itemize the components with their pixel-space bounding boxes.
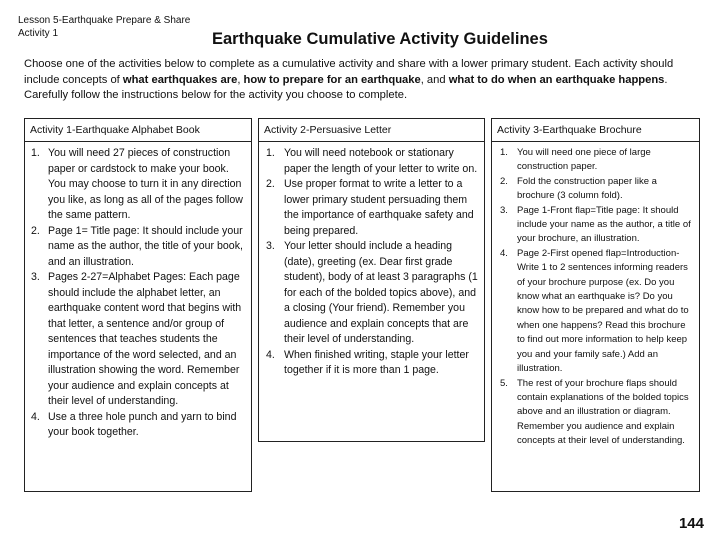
step-number: 2. bbox=[266, 178, 275, 190]
step-number: 4. bbox=[500, 247, 508, 259]
list-item bbox=[266, 177, 480, 239]
step-number: 3. bbox=[31, 271, 40, 283]
intro-text-4: . Carefully follow the instructions below for the activity you choose to complete. bbox=[24, 73, 668, 101]
step-number: 4. bbox=[31, 410, 40, 423]
step-number: 2. bbox=[31, 224, 40, 237]
step-number: 4. bbox=[266, 348, 275, 361]
activity-2-box bbox=[258, 118, 485, 442]
intro-text-1: Choose one of the activities below to complete as a cumulative activity and share with a lower primary student. Each activity should include concepts of bbox=[24, 58, 674, 86]
step-text: Page 1-Front flap=Title page: It should include your name as the author, a title of your brochure, an illustration. bbox=[517, 204, 691, 245]
intro-text-3: , and bbox=[420, 73, 449, 86]
step-text: Page 1= Title page: It should include your name as the author, the title of your book, and an illustration. bbox=[48, 224, 243, 268]
activity-2-steps bbox=[266, 146, 480, 379]
step-number: 1. bbox=[500, 147, 508, 158]
step-number: 5. bbox=[500, 377, 508, 389]
step-text: The rest of your brochure flaps should contain explanations of the bolded topics above and an illustration or diagram. Remember you audience and explain concepts at their level of understanding. bbox=[517, 377, 689, 447]
activity-3-steps bbox=[500, 146, 695, 449]
step-text: When finished writing, staple your letter together if it is more than 1 page. bbox=[284, 348, 469, 376]
step-number: 3. bbox=[266, 240, 275, 252]
lesson-line-1: Lesson 5-Earthquake Prepare & Share bbox=[18, 15, 191, 26]
intro-topic-what-to-do: what to do when an earthquake happens bbox=[448, 73, 665, 86]
list-item bbox=[266, 239, 480, 348]
step-text: Use a three hole punch and yarn to bind your book together. bbox=[48, 410, 237, 438]
step-number: 2. bbox=[500, 175, 508, 187]
step-text: Fold the construction paper like a brochure (3 column fold). bbox=[517, 175, 657, 202]
lesson-label bbox=[18, 14, 190, 40]
intro-topic-how-to-prepare: how to prepare for an earthquake bbox=[243, 73, 421, 86]
activity-2-title: Activity 2-Persuasive Letter bbox=[259, 119, 484, 142]
activity-3-box bbox=[491, 118, 700, 492]
list-item bbox=[500, 146, 695, 175]
activity-1-steps bbox=[31, 146, 247, 441]
list-item bbox=[31, 270, 247, 410]
list-item bbox=[31, 410, 247, 441]
list-item bbox=[500, 204, 695, 247]
step-text: Page 2-First opened flap=Introduction-Write 1 to 2 sentences informing readers of your brochure purpose (ex. Do you know what an earthquake is? Do you know how to be prepared and what do to when one happens? Read this brochure to find out more information to help keep you and your family safe.) Add an illustration. bbox=[517, 247, 689, 375]
step-number: 1. bbox=[266, 147, 275, 159]
step-text: You will need notebook or stationary paper the length of your letter to write on. bbox=[284, 147, 478, 175]
list-item bbox=[500, 377, 695, 449]
lesson-line-2: Activity 1 bbox=[18, 28, 59, 39]
step-text: Pages 2-27=Alphabet Pages: Each page should include the alphabet letter, an earthquake content word that begins with that letter, a sentence and/or group of sentences that teaches students the importance of the word selected, and an illustration showing the word. Remember your audience and explain concepts at their level of understanding. bbox=[48, 271, 242, 407]
intro-topic-what-earthquakes-are: what earthquakes are bbox=[122, 73, 238, 86]
list-item bbox=[500, 175, 695, 204]
step-text: Use proper format to write a letter to a lower primary student persuading them the importance of earthquake safety and being prepared. bbox=[284, 178, 474, 237]
list-item bbox=[500, 247, 695, 377]
step-number: 3. bbox=[500, 204, 508, 216]
activity-1-title: Activity 1-Earthquake Alphabet Book bbox=[25, 119, 251, 142]
activity-3-title: Activity 3-Earthquake Brochure bbox=[492, 119, 699, 142]
list-item bbox=[266, 146, 480, 177]
step-text: You will need 27 pieces of construction paper or cardstock to make your book. You may choose to turn it in any direction you like, as long as all of the pages follow the same pattern. bbox=[48, 147, 243, 221]
page-title: Earthquake Cumulative Activity Guidelines bbox=[212, 30, 548, 48]
page-number: 144 bbox=[678, 515, 704, 532]
intro-paragraph bbox=[24, 57, 700, 104]
list-item bbox=[266, 348, 480, 379]
step-text: You will need one piece of large construction paper. bbox=[517, 147, 651, 173]
list-item bbox=[31, 224, 247, 271]
activity-1-box bbox=[24, 118, 252, 492]
step-number: 1. bbox=[31, 147, 40, 159]
intro-text-2: , bbox=[237, 73, 244, 86]
step-text: Your letter should include a heading (date), greeting (ex. Dear first grade student), body of at least 3 paragraphs (1 for each of the bolded topics above), and a closing (Your friend). Remember you audience and explain concepts that are their level of understanding. bbox=[284, 240, 478, 345]
list-item bbox=[31, 146, 247, 224]
